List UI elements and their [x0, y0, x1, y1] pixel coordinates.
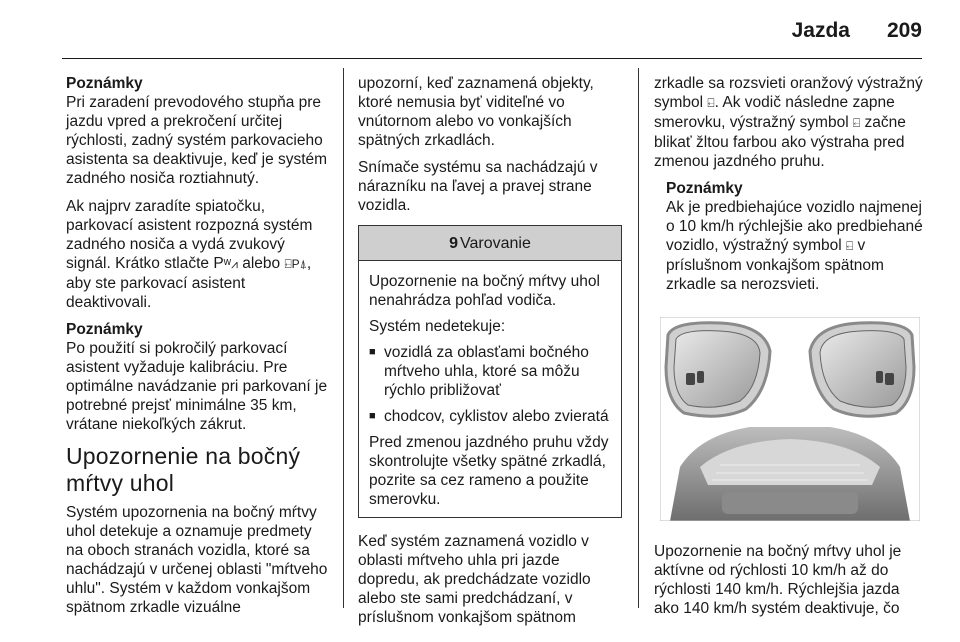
- section-heading: Upozornenie na bočný mŕtvy uhol: [66, 443, 301, 496]
- column-divider-2: [638, 68, 639, 608]
- warning-body: [359, 261, 621, 517]
- text-span: , aby ste parkovací asistent deaktivovali.: [66, 255, 312, 311]
- blind-spot-icon: ⍇: [846, 239, 854, 253]
- note: [654, 179, 926, 294]
- text-span: Ak je predbiehajúce vozidlo najmenej o 10 km/h rýchlejšie ako predbiehané vozidlo, výstražný symbol: [666, 199, 923, 254]
- bullet-icon: ■: [369, 346, 376, 358]
- paragraph: [654, 74, 926, 171]
- park-assist-icon: ᵂ⩘: [223, 257, 238, 271]
- chapter-title: Jazda: [791, 19, 850, 42]
- note-title: Poznámky: [66, 321, 143, 338]
- warning-title: Varovanie: [460, 234, 531, 252]
- list-item-text: vozidlá za oblasťami bočného mŕtveho uhla, ktoré sa môžu rýchlo približovať: [384, 344, 589, 399]
- list-item: [369, 407, 611, 426]
- note-title: Poznámky: [666, 180, 743, 197]
- column-2: [358, 74, 622, 635]
- note-text: Pri zaradení prevodového stupňa pre jazdu vpred a prekročení určitej rýchlosti, zadný systém parkovacieho asistenta sa deaktivuje, keď je systém zadného nosiča roztiahnutý.: [66, 94, 328, 187]
- paragraph: Keď systém zaznamená vozidlo v oblasti mŕtveho uhla pri jazde dopredu, ak predchádzate vozidlo alebo ste sami predchádzaní, v príslušnom vonkajšom spätnom: [358, 533, 591, 626]
- bullet-icon: ■: [369, 410, 376, 422]
- blind-spot-icon: ⍇: [852, 116, 861, 130]
- text-span: . Ak vodič následne zapne smerovku, výstražný symbol: [654, 94, 895, 131]
- text-span: začne blikať žltou farbou ako výstraha pred zmenou jazdného pruhu.: [654, 114, 906, 170]
- warning-header: [359, 226, 621, 261]
- warning-text: Systém nedetekuje:: [369, 318, 506, 335]
- text-span: alebo: [237, 255, 285, 272]
- column-divider-1: [343, 68, 344, 608]
- paragraph: [66, 197, 330, 312]
- text-span: zrkadle sa rozsvieti oranžový výstražný symbol: [654, 75, 923, 111]
- note-text: [666, 198, 926, 294]
- note-title: Poznámky: [66, 75, 143, 92]
- column-1: [66, 74, 330, 625]
- warning-icon: 9: [449, 234, 459, 252]
- text-span: Ak najprv zaradíte spiatočku, parkovací asistent rozpozná systém zadného nosiča a vydá zvukový signál. Krátko stlačte P: [66, 198, 313, 272]
- left-mirror: [666, 323, 770, 416]
- note-text: Po použití si pokročilý parkovací asistent vyžaduje kalibráciu. Pre optimálne navádzanie pri parkovaní je potrebné prejsť minimálne 35 km, vrátane niekoľkých zákrut.: [66, 340, 328, 433]
- page-number: 209: [886, 19, 922, 42]
- mirrors-illustration: [660, 317, 920, 521]
- header-rule: [62, 58, 922, 59]
- column-3: [654, 74, 926, 626]
- text-span: v príslušnom vonkajšom spätnom zrkadle sa nerozsvieti.: [666, 237, 884, 293]
- right-mirror: [810, 323, 914, 416]
- park-assist-off-icon: ⍇P⍋: [284, 257, 307, 271]
- warning-box: [358, 225, 622, 518]
- note-1: [66, 74, 330, 188]
- warning-text: Pred zmenou jazdného pruhu vždy skontrolujte všetky spätné zrkadlá, pozrite sa cez rameno a použite smerovku.: [369, 434, 609, 508]
- paragraph: Snímače systému sa nachádzajú v nárazníku na ľavej a pravej strane vozidla.: [358, 159, 598, 214]
- note-2: [66, 320, 330, 434]
- paragraph: Upozornenie na bočný mŕtvy uhol je aktívne od rýchlosti 10 km/h až do rýchlosti 140 km/h. Rýchlejšia jazda ako 140 km/h systém deaktivuje, čo: [654, 543, 902, 617]
- blind-spot-icon: ⍇: [707, 96, 715, 110]
- list-item: [369, 343, 611, 400]
- list-item-text: chodcov, cyklistov alebo zvieratá: [384, 408, 609, 425]
- paragraph: upozorní, keď zaznamená objekty, ktoré nemusia byť viditeľné vo vnútornom alebo vo vonkajších spätných zrkadlách.: [358, 75, 594, 149]
- warning-text: Upozornenie na bočný mŕtvy uhol nenahrádza pohľad vodiča.: [369, 273, 600, 309]
- paragraph: Systém upozornenia na bočný mŕtvy uhol detekuje a oznamuje predmety na oboch stranách vozidla, ktoré sa nachádzajú v určenej oblasti "mŕtveho uhlu". Systém v každom vonkajšom spätnom zrkadle vizuálne: [66, 504, 328, 616]
